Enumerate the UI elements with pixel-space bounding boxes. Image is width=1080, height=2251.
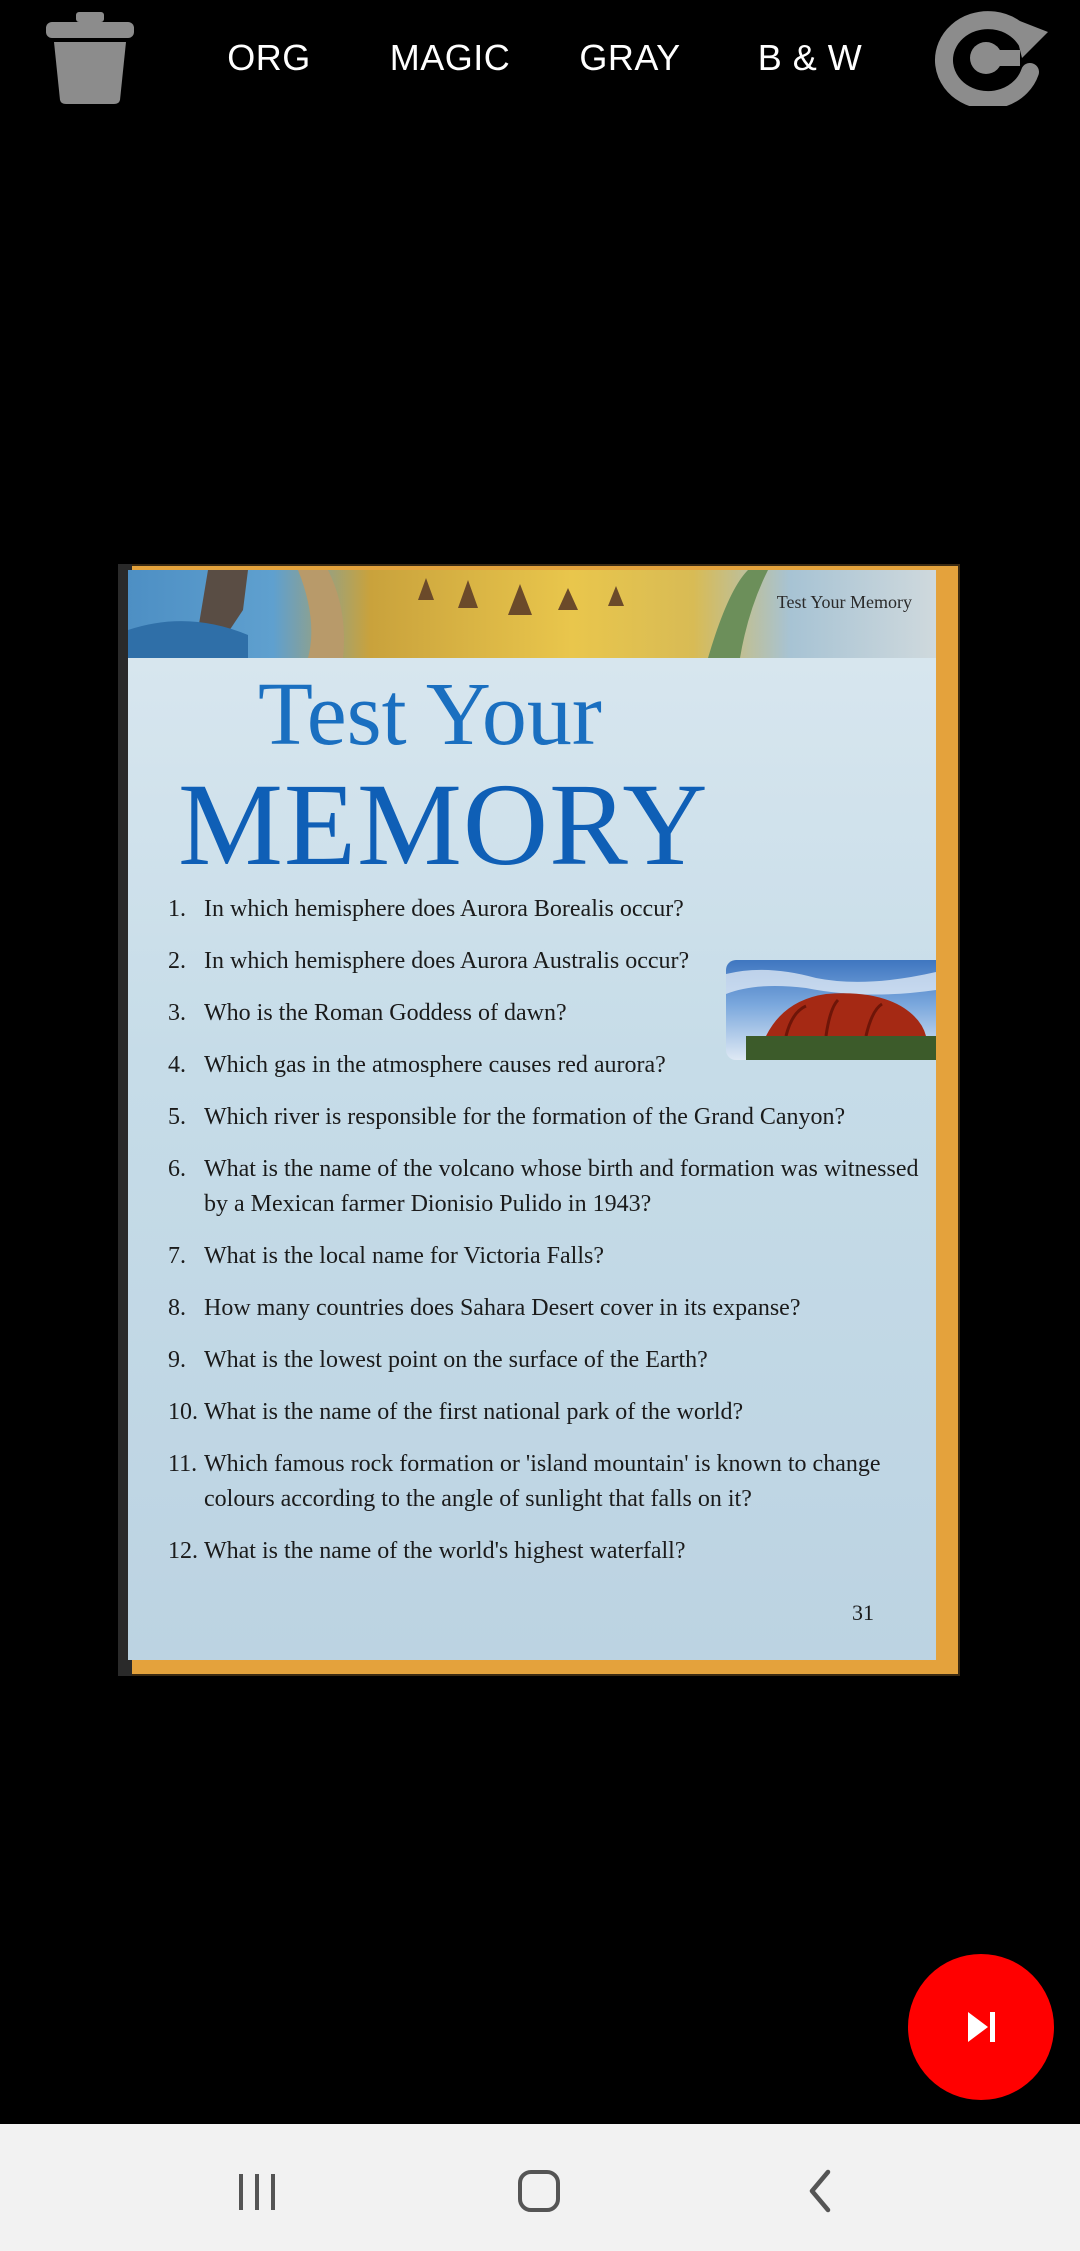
header-caption: Test Your Memory bbox=[776, 592, 912, 612]
system-navigation-bar bbox=[0, 2124, 1080, 2251]
list-item bbox=[168, 1343, 928, 1378]
trash-icon[interactable] bbox=[40, 8, 140, 104]
question-number: 11. bbox=[168, 1451, 198, 1477]
question-number: 1. bbox=[168, 896, 186, 922]
list-item bbox=[168, 1100, 928, 1135]
list-item bbox=[168, 1239, 928, 1274]
rotate-icon[interactable] bbox=[926, 10, 1052, 106]
question-number: 7. bbox=[168, 1243, 186, 1269]
page-title-line2: MEMORY bbox=[178, 759, 709, 890]
question-text: Which famous rock formation or 'island mountain' is known to change colours according to the angle of sunlight that falls on it? bbox=[204, 1451, 881, 1512]
question-list bbox=[168, 892, 928, 1586]
question-number: 8. bbox=[168, 1295, 186, 1321]
top-toolbar bbox=[0, 0, 1080, 120]
question-number: 5. bbox=[168, 1104, 186, 1130]
filter-org-button[interactable]: ORG bbox=[227, 37, 311, 78]
question-number: 12. bbox=[168, 1538, 198, 1564]
question-number: 10. bbox=[168, 1399, 198, 1425]
question-text: What is the local name for Victoria Falls? bbox=[204, 1243, 604, 1269]
list-item bbox=[168, 1291, 928, 1326]
question-number: 9. bbox=[168, 1347, 186, 1373]
question-text: What is the lowest point on the surface of the Earth? bbox=[204, 1347, 708, 1373]
question-text: Who is the Roman Goddess of dawn? bbox=[204, 1000, 567, 1026]
document-preview bbox=[118, 564, 960, 1676]
question-text: Which river is responsible for the formation of the Grand Canyon? bbox=[204, 1104, 846, 1130]
page-number: 31 bbox=[852, 1600, 874, 1625]
list-item bbox=[168, 1395, 928, 1430]
list-item bbox=[168, 996, 928, 1031]
question-text: In which hemisphere does Aurora Borealis occur? bbox=[204, 896, 684, 922]
question-number: 6. bbox=[168, 1156, 186, 1182]
next-button[interactable] bbox=[908, 1954, 1054, 2100]
question-number: 4. bbox=[168, 1052, 186, 1078]
back-icon[interactable] bbox=[776, 2152, 866, 2224]
skip-next-icon bbox=[956, 2002, 1006, 2052]
list-item bbox=[168, 944, 928, 979]
list-item bbox=[168, 892, 928, 927]
question-text: In which hemisphere does Aurora Australis occur? bbox=[204, 948, 690, 974]
list-item bbox=[168, 1048, 928, 1083]
book-page bbox=[128, 570, 936, 1660]
list-item bbox=[168, 1447, 928, 1517]
filter-magic-button[interactable]: MAGIC bbox=[389, 37, 511, 78]
page-title-line1: Test Your bbox=[258, 665, 602, 764]
question-number: 3. bbox=[168, 1000, 186, 1026]
filter-bw-button[interactable]: B & W bbox=[757, 37, 863, 78]
question-number: 2. bbox=[168, 948, 186, 974]
home-icon[interactable] bbox=[494, 2152, 584, 2224]
list-item bbox=[168, 1534, 928, 1569]
question-text: How many countries does Sahara Desert cover in its expanse? bbox=[204, 1295, 801, 1321]
list-item bbox=[168, 1152, 928, 1222]
question-text: What is the name of the first national park of the world? bbox=[204, 1399, 744, 1425]
page-banner-illustration bbox=[128, 570, 936, 658]
recent-apps-icon[interactable] bbox=[212, 2152, 302, 2224]
question-text: What is the name of the world's highest waterfall? bbox=[204, 1538, 686, 1564]
filter-gray-button[interactable]: GRAY bbox=[579, 37, 681, 78]
question-text: Which gas in the atmosphere causes red aurora? bbox=[204, 1052, 666, 1078]
question-text: What is the name of the volcano whose birth and formation was witnessed by a Mexican farmer Dionisio Pulido in 1943? bbox=[204, 1156, 919, 1217]
